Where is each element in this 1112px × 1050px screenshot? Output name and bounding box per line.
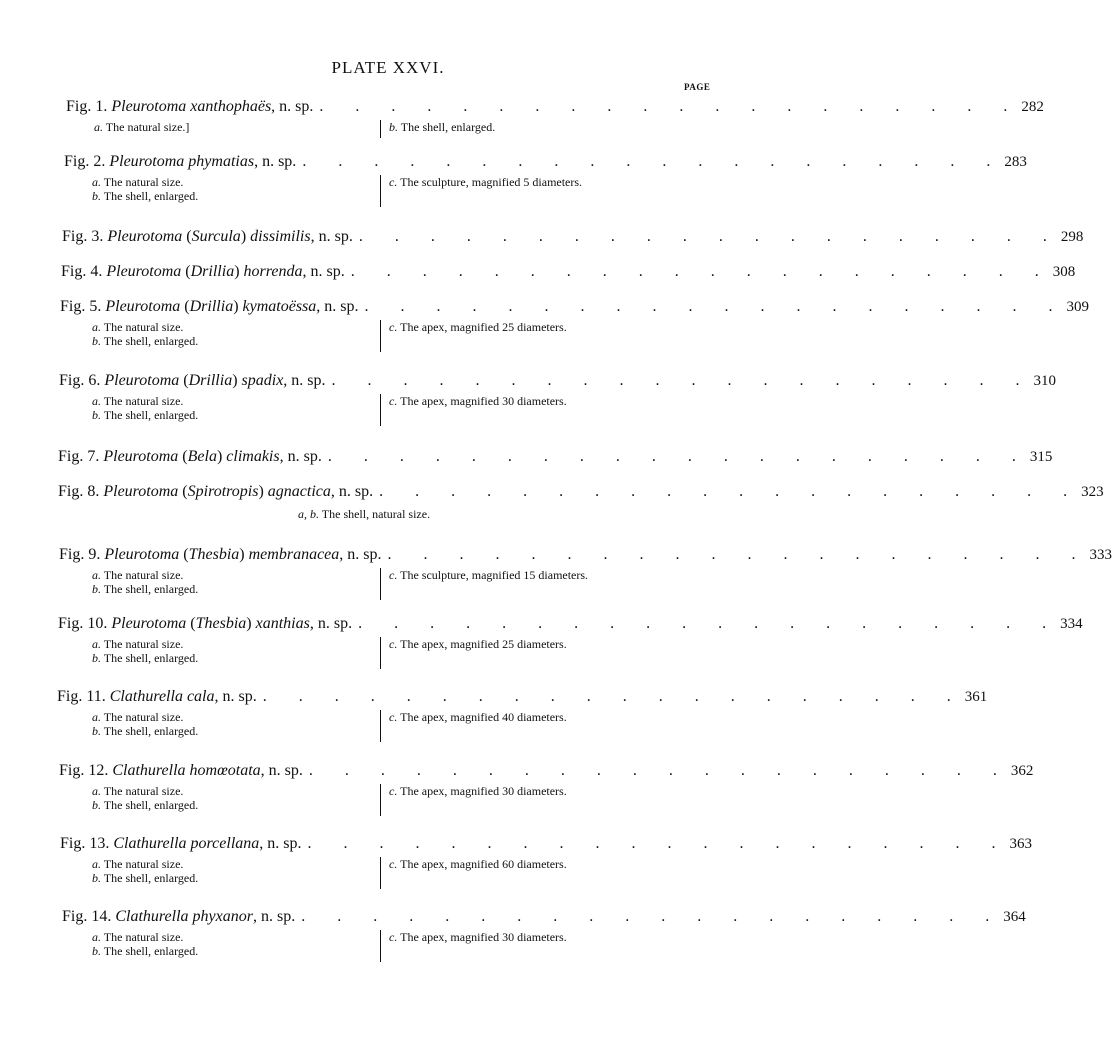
note-text: The natural size.: [101, 784, 184, 798]
subgenus-name: Thesbia: [188, 546, 240, 563]
note-text: The shell, enlarged.: [101, 189, 199, 203]
note-item: [92, 408, 198, 422]
species-name: climakis: [226, 448, 280, 465]
figure-caption: Fig. 8. Pleurotoma (Spirotropis) agnactica, n. sp.: [58, 483, 374, 500]
note-item: [92, 568, 198, 582]
notes-right: [380, 320, 567, 352]
figure-entry: [0, 261, 1076, 283]
notes-left: [92, 930, 198, 958]
note-letter: b.: [92, 724, 101, 738]
genus-name: Pleurotoma: [105, 298, 181, 315]
subgenus-name: Drillia: [188, 372, 233, 389]
figure-line: [0, 296, 1090, 318]
new-species-mark: , n. sp.: [316, 298, 359, 315]
note-letter: a.: [94, 120, 103, 134]
figure-caption: [57, 686, 257, 708]
note-text: The apex, magnified 25 diameters.: [397, 637, 567, 651]
subgenus-name: Thesbia: [195, 615, 247, 632]
note-letter: a.: [92, 394, 101, 408]
note-text: The natural size.]: [103, 120, 190, 134]
notes-right: [380, 784, 567, 816]
note-item: [92, 944, 198, 958]
species-name: phymatias: [188, 153, 255, 170]
note-item: [389, 930, 567, 944]
species-name: horrenda: [243, 263, 303, 280]
figure-number: Fig. 5.: [60, 298, 102, 315]
note-text: The natural size.: [101, 637, 184, 651]
note-text: The natural size.: [101, 175, 184, 189]
leader-dots: . . . . . . . . . . . . . . . . . . . .: [364, 298, 1067, 315]
figure-line: [0, 686, 988, 708]
note-letter: a.: [92, 857, 101, 871]
plate-title: PLATE XXVI.: [331, 58, 445, 77]
new-species-mark: , n. sp.: [283, 372, 326, 389]
note-item: [389, 394, 567, 408]
figure-number: Fig. 2.: [64, 153, 106, 170]
note-text: The sculpture, magnified 5 diameters.: [397, 175, 583, 189]
page-number: 361: [964, 689, 988, 705]
note-letter: a.: [92, 637, 101, 651]
note-text: The shell, natural size.: [319, 507, 431, 521]
figure-number: Fig. 6.: [59, 372, 101, 389]
new-species-mark: , n. sp.: [309, 615, 353, 632]
figure-entry: [0, 686, 988, 744]
note-letter: b.: [92, 651, 101, 665]
figure-notes: [0, 175, 776, 209]
species-name: phyxanor: [192, 908, 253, 925]
note-text: The apex, magnified 25 diameters.: [397, 320, 567, 334]
figure-caption: Fig. 7. Pleurotoma (Bela) climakis, n. sp.: [58, 448, 322, 465]
figure-notes: [0, 394, 776, 428]
species-name: cala: [186, 688, 215, 705]
notes-right: [380, 120, 495, 138]
notes-left: [92, 637, 198, 665]
note-letter: b.: [92, 871, 101, 885]
new-species-mark: , n. sp.: [279, 448, 322, 465]
note-letter: c.: [389, 175, 398, 189]
figure-line: [0, 481, 1104, 503]
leader-dots: . . . . . . . . . . . . . . . . . . . .: [387, 546, 1090, 563]
note-text: The shell, enlarged.: [101, 944, 199, 958]
figure-number: Fig. 8.: [58, 483, 100, 500]
notes-left: [92, 710, 198, 738]
new-species-mark: , n. sp.: [339, 546, 382, 563]
figure-line: [0, 226, 1084, 248]
figure-caption: [59, 760, 303, 782]
page-number: 298: [1060, 229, 1084, 245]
note-item: [389, 710, 567, 724]
note-letter: c.: [389, 394, 398, 408]
figure-number: Fig. 10.: [58, 615, 108, 632]
note-text: The natural size.: [101, 320, 184, 334]
note-text: The shell, enlarged.: [101, 582, 199, 596]
note-letter: a, b.: [298, 507, 319, 521]
species-name: homœotata: [189, 762, 261, 779]
new-species-mark: , n. sp.: [260, 762, 303, 779]
figure-entry: [0, 544, 1112, 602]
page-number: 333: [1089, 547, 1112, 563]
leader-dots: . . . . . . . . . . . . . . . . . . . .: [302, 153, 1005, 170]
species-name: membranacea: [248, 546, 340, 563]
figure-notes: [0, 784, 776, 818]
figure-line: [0, 544, 1112, 566]
new-species-mark: , n. sp.: [259, 835, 302, 852]
new-species-mark: , n. sp.: [214, 688, 257, 705]
note-item: [389, 568, 588, 582]
note-letter: a.: [92, 710, 101, 724]
note-item: [389, 120, 495, 134]
note-item: [92, 651, 198, 665]
note-item: [389, 637, 567, 651]
note-letter: c.: [389, 568, 398, 582]
figure-number: Fig. 3.: [62, 228, 104, 245]
figure-notes: [0, 568, 776, 602]
species-name: porcellana: [190, 835, 260, 852]
note-item: [92, 857, 198, 871]
figure-caption: [62, 906, 295, 928]
leader-dots: . . . . . . . . . . . . . . . . . . . .: [379, 483, 1082, 500]
genus-name: Pleurotoma: [103, 483, 179, 500]
figure-line: [0, 613, 1083, 635]
note-item: [389, 175, 582, 189]
species-name: agnactica: [267, 483, 331, 500]
note-item: [92, 871, 198, 885]
note-text: The apex, magnified 60 diameters.: [397, 857, 567, 871]
note-letter: c.: [389, 930, 398, 944]
leader-dots: . . . . . . . . . . . . . . . . . . . .: [358, 228, 1061, 245]
genus-name: Pleurotoma: [106, 263, 182, 280]
page-number: 308: [1052, 264, 1076, 280]
note-text: The apex, magnified 30 diameters.: [397, 394, 567, 408]
page-number: 323: [1081, 484, 1104, 500]
figure-notes: [0, 320, 776, 354]
species-name: xanthias: [255, 615, 310, 632]
note-item: [92, 710, 198, 724]
note-text: The apex, magnified 30 diameters.: [397, 930, 567, 944]
note-letter: b.: [92, 944, 101, 958]
note-letter: b.: [92, 408, 101, 422]
note-letter: a.: [92, 320, 101, 334]
genus-name: Pleurotoma: [104, 372, 180, 389]
new-species-mark: , n. sp.: [271, 98, 314, 115]
note-text: The apex, magnified 40 diameters.: [397, 710, 567, 724]
page-number: 283: [1004, 154, 1027, 170]
figure-line: [0, 833, 1032, 855]
page-number: 282: [1021, 99, 1044, 115]
notes-right: [380, 175, 582, 207]
notes-left: [92, 857, 198, 885]
note-text: The shell, enlarged.: [101, 651, 199, 665]
note-text: The shell, enlarged.: [101, 408, 199, 422]
figure-number: Fig. 11.: [57, 688, 106, 705]
species-name: dissimilis: [250, 228, 311, 245]
figure-notes: [0, 507, 776, 521]
note-item: [94, 120, 189, 134]
figure-entry: [0, 481, 1104, 521]
note-item: [92, 334, 198, 348]
note-letter: c.: [389, 320, 398, 334]
subgenus-name: Spirotropis: [187, 483, 259, 500]
notes-right: [380, 394, 567, 426]
species-name: kymatoëssa: [242, 298, 317, 315]
new-species-mark: , n. sp.: [302, 263, 345, 280]
figure-number: Fig. 13.: [60, 835, 110, 852]
leader-dots: . . . . . . . . . . . . . . . . . . . .: [307, 835, 1010, 852]
genus-name: Clathurella: [109, 688, 183, 705]
figure-number: Fig. 12.: [59, 762, 109, 779]
figure-notes: [0, 857, 776, 891]
species-name: spadix: [241, 372, 284, 389]
figure-entry: [0, 226, 1084, 248]
notes-right: [380, 930, 567, 962]
figure-entry: [0, 833, 1032, 891]
new-species-mark: , n. sp.: [254, 153, 297, 170]
note-letter: b.: [389, 120, 398, 134]
note-text: The shell, enlarged.: [101, 724, 199, 738]
figure-entry: [0, 613, 1083, 671]
genus-name: Clathurella: [113, 835, 187, 852]
figure-entry: [0, 906, 1026, 964]
note-item: [92, 930, 198, 944]
note-letter: b.: [92, 798, 101, 812]
note-text: The apex, magnified 30 diameters.: [397, 784, 567, 798]
note-letter: c.: [389, 857, 398, 871]
note-item: [92, 189, 198, 203]
figure-caption: Fig. 6. Pleurotoma (Drillia) spadix, n. sp.: [59, 372, 326, 389]
figure-entry: [0, 151, 1027, 209]
figure-line: [0, 760, 1034, 782]
note-letter: a.: [92, 175, 101, 189]
page-column-header: PAGE: [684, 82, 711, 92]
figure-notes: [0, 710, 776, 744]
figure-line: [0, 370, 1057, 392]
note-letter: c.: [389, 637, 398, 651]
new-species-mark: , n. sp.: [310, 228, 353, 245]
note-item: [92, 394, 198, 408]
figure-entry: [0, 760, 1034, 818]
leader-dots: . . . . . . . . . . . . . . . . . . . .: [262, 688, 965, 705]
note-letter: c.: [389, 710, 398, 724]
note-text: The shell, enlarged.: [101, 871, 199, 885]
page-number: 363: [1009, 836, 1032, 852]
new-species-mark: , n. sp.: [252, 908, 296, 925]
note-letter: a.: [92, 930, 101, 944]
page-number: 364: [1003, 909, 1026, 925]
figure-number: Fig. 9.: [59, 546, 101, 563]
leader-dots: . . . . . . . . . . . . . . . . . . . .: [358, 615, 1061, 632]
genus-name: Clathurella: [112, 762, 186, 779]
figure-number: Fig. 7.: [58, 448, 100, 465]
leader-dots: . . . . . . . . . . . . . . . . . . . .: [327, 448, 1030, 465]
note-item: [92, 784, 198, 798]
leader-dots: . . . . . . . . . . . . . . . . . . . .: [319, 98, 1022, 115]
subgenus-name: Drillia: [190, 263, 235, 280]
note-item: [389, 320, 567, 334]
note-item: [92, 582, 198, 596]
figure-caption: Fig. 10. Pleurotoma (Thesbia) xanthias, n. sp.: [58, 615, 353, 632]
figure-line: [0, 446, 1053, 468]
figure-notes: [0, 120, 776, 140]
page-number: 362: [1010, 763, 1034, 779]
species-name: xanthophaës: [190, 98, 272, 115]
page-number: 309: [1066, 299, 1090, 315]
note-letter: a.: [92, 568, 101, 582]
note-item: [92, 175, 198, 189]
note-letter: b.: [92, 582, 101, 596]
figure-notes: [0, 930, 776, 964]
genus-name: Pleurotoma: [103, 448, 179, 465]
page-number: 334: [1060, 616, 1083, 632]
leader-dots: . . . . . . . . . . . . . . . . . . . .: [308, 762, 1011, 779]
note-item: [92, 637, 198, 651]
note-letter: b.: [92, 334, 101, 348]
note-text: The sculpture, magnified 15 diameters.: [397, 568, 589, 582]
notes-right: [380, 637, 567, 669]
genus-name: Pleurotoma: [111, 98, 187, 115]
figure-line: [0, 906, 1026, 928]
figure-caption: Fig. 5. Pleurotoma (Drillia) kymatoëssa, n. sp.: [60, 298, 359, 315]
genus-name: Pleurotoma: [107, 228, 183, 245]
note-item: [92, 724, 198, 738]
leader-dots: . . . . . . . . . . . . . . . . . . . .: [331, 372, 1034, 389]
note-text: The natural size.: [101, 930, 184, 944]
figure-line: [0, 151, 1027, 173]
notes-left: [92, 394, 198, 422]
figure-caption: [64, 151, 296, 173]
figure-number: Fig. 14.: [62, 908, 112, 925]
note-item: [92, 320, 198, 334]
new-species-mark: , n. sp.: [330, 483, 374, 500]
notes-left: [92, 175, 198, 203]
page-number: 310: [1033, 373, 1057, 389]
note-text: The shell, enlarged.: [398, 120, 496, 134]
note-text: The natural size.: [101, 568, 184, 582]
notes-left: [94, 120, 189, 134]
note-letter: a.: [92, 784, 101, 798]
figure-entry: [0, 446, 1053, 468]
figure-caption: [60, 833, 302, 855]
figure-caption: Fig. 3. Pleurotoma (Surcula) dissimilis, n. sp.: [62, 228, 353, 245]
figure-entry: [0, 296, 1090, 354]
note-letter: c.: [389, 784, 398, 798]
notes-right: [380, 857, 567, 889]
figure-caption: [66, 96, 313, 118]
note-item: [92, 798, 198, 812]
figure-line: [0, 261, 1076, 283]
subgenus-name: Drillia: [189, 298, 234, 315]
notes-left: [92, 784, 198, 812]
subgenus-name: Bela: [187, 448, 217, 465]
note-item: [389, 784, 567, 798]
page-number: 315: [1029, 449, 1053, 465]
figure-caption: Fig. 4. Pleurotoma (Drillia) horrenda, n. sp.: [61, 263, 345, 280]
notes-left: [92, 568, 198, 596]
genus-name: Clathurella: [115, 908, 189, 925]
leader-dots: . . . . . . . . . . . . . . . . . . . .: [301, 908, 1004, 925]
subgenus-name: Surcula: [191, 228, 241, 245]
figure-entry: [0, 370, 1057, 428]
note-letter: b.: [92, 189, 101, 203]
figure-line: [0, 96, 1044, 118]
notes-left: [92, 320, 198, 348]
genus-name: Pleurotoma: [104, 546, 180, 563]
note-text: The natural size.: [101, 857, 184, 871]
figure-caption: Fig. 9. Pleurotoma (Thesbia) membranacea, n. sp.: [59, 546, 382, 563]
note-text: The natural size.: [101, 394, 184, 408]
figure-notes: [0, 637, 776, 671]
notes-right: [380, 568, 588, 600]
note-text: The natural size.: [101, 710, 184, 724]
leader-dots: . . . . . . . . . . . . . . . . . . . .: [350, 263, 1053, 280]
genus-name: Pleurotoma: [109, 153, 185, 170]
figure-number: Fig. 4.: [61, 263, 103, 280]
figure-number: Fig. 1.: [66, 98, 108, 115]
note-text: The shell, enlarged.: [101, 334, 199, 348]
note-text: The shell, enlarged.: [101, 798, 199, 812]
notes-right: [380, 710, 567, 742]
note-item: [389, 857, 567, 871]
figure-entry: [0, 96, 1044, 140]
genus-name: Pleurotoma: [111, 615, 187, 632]
